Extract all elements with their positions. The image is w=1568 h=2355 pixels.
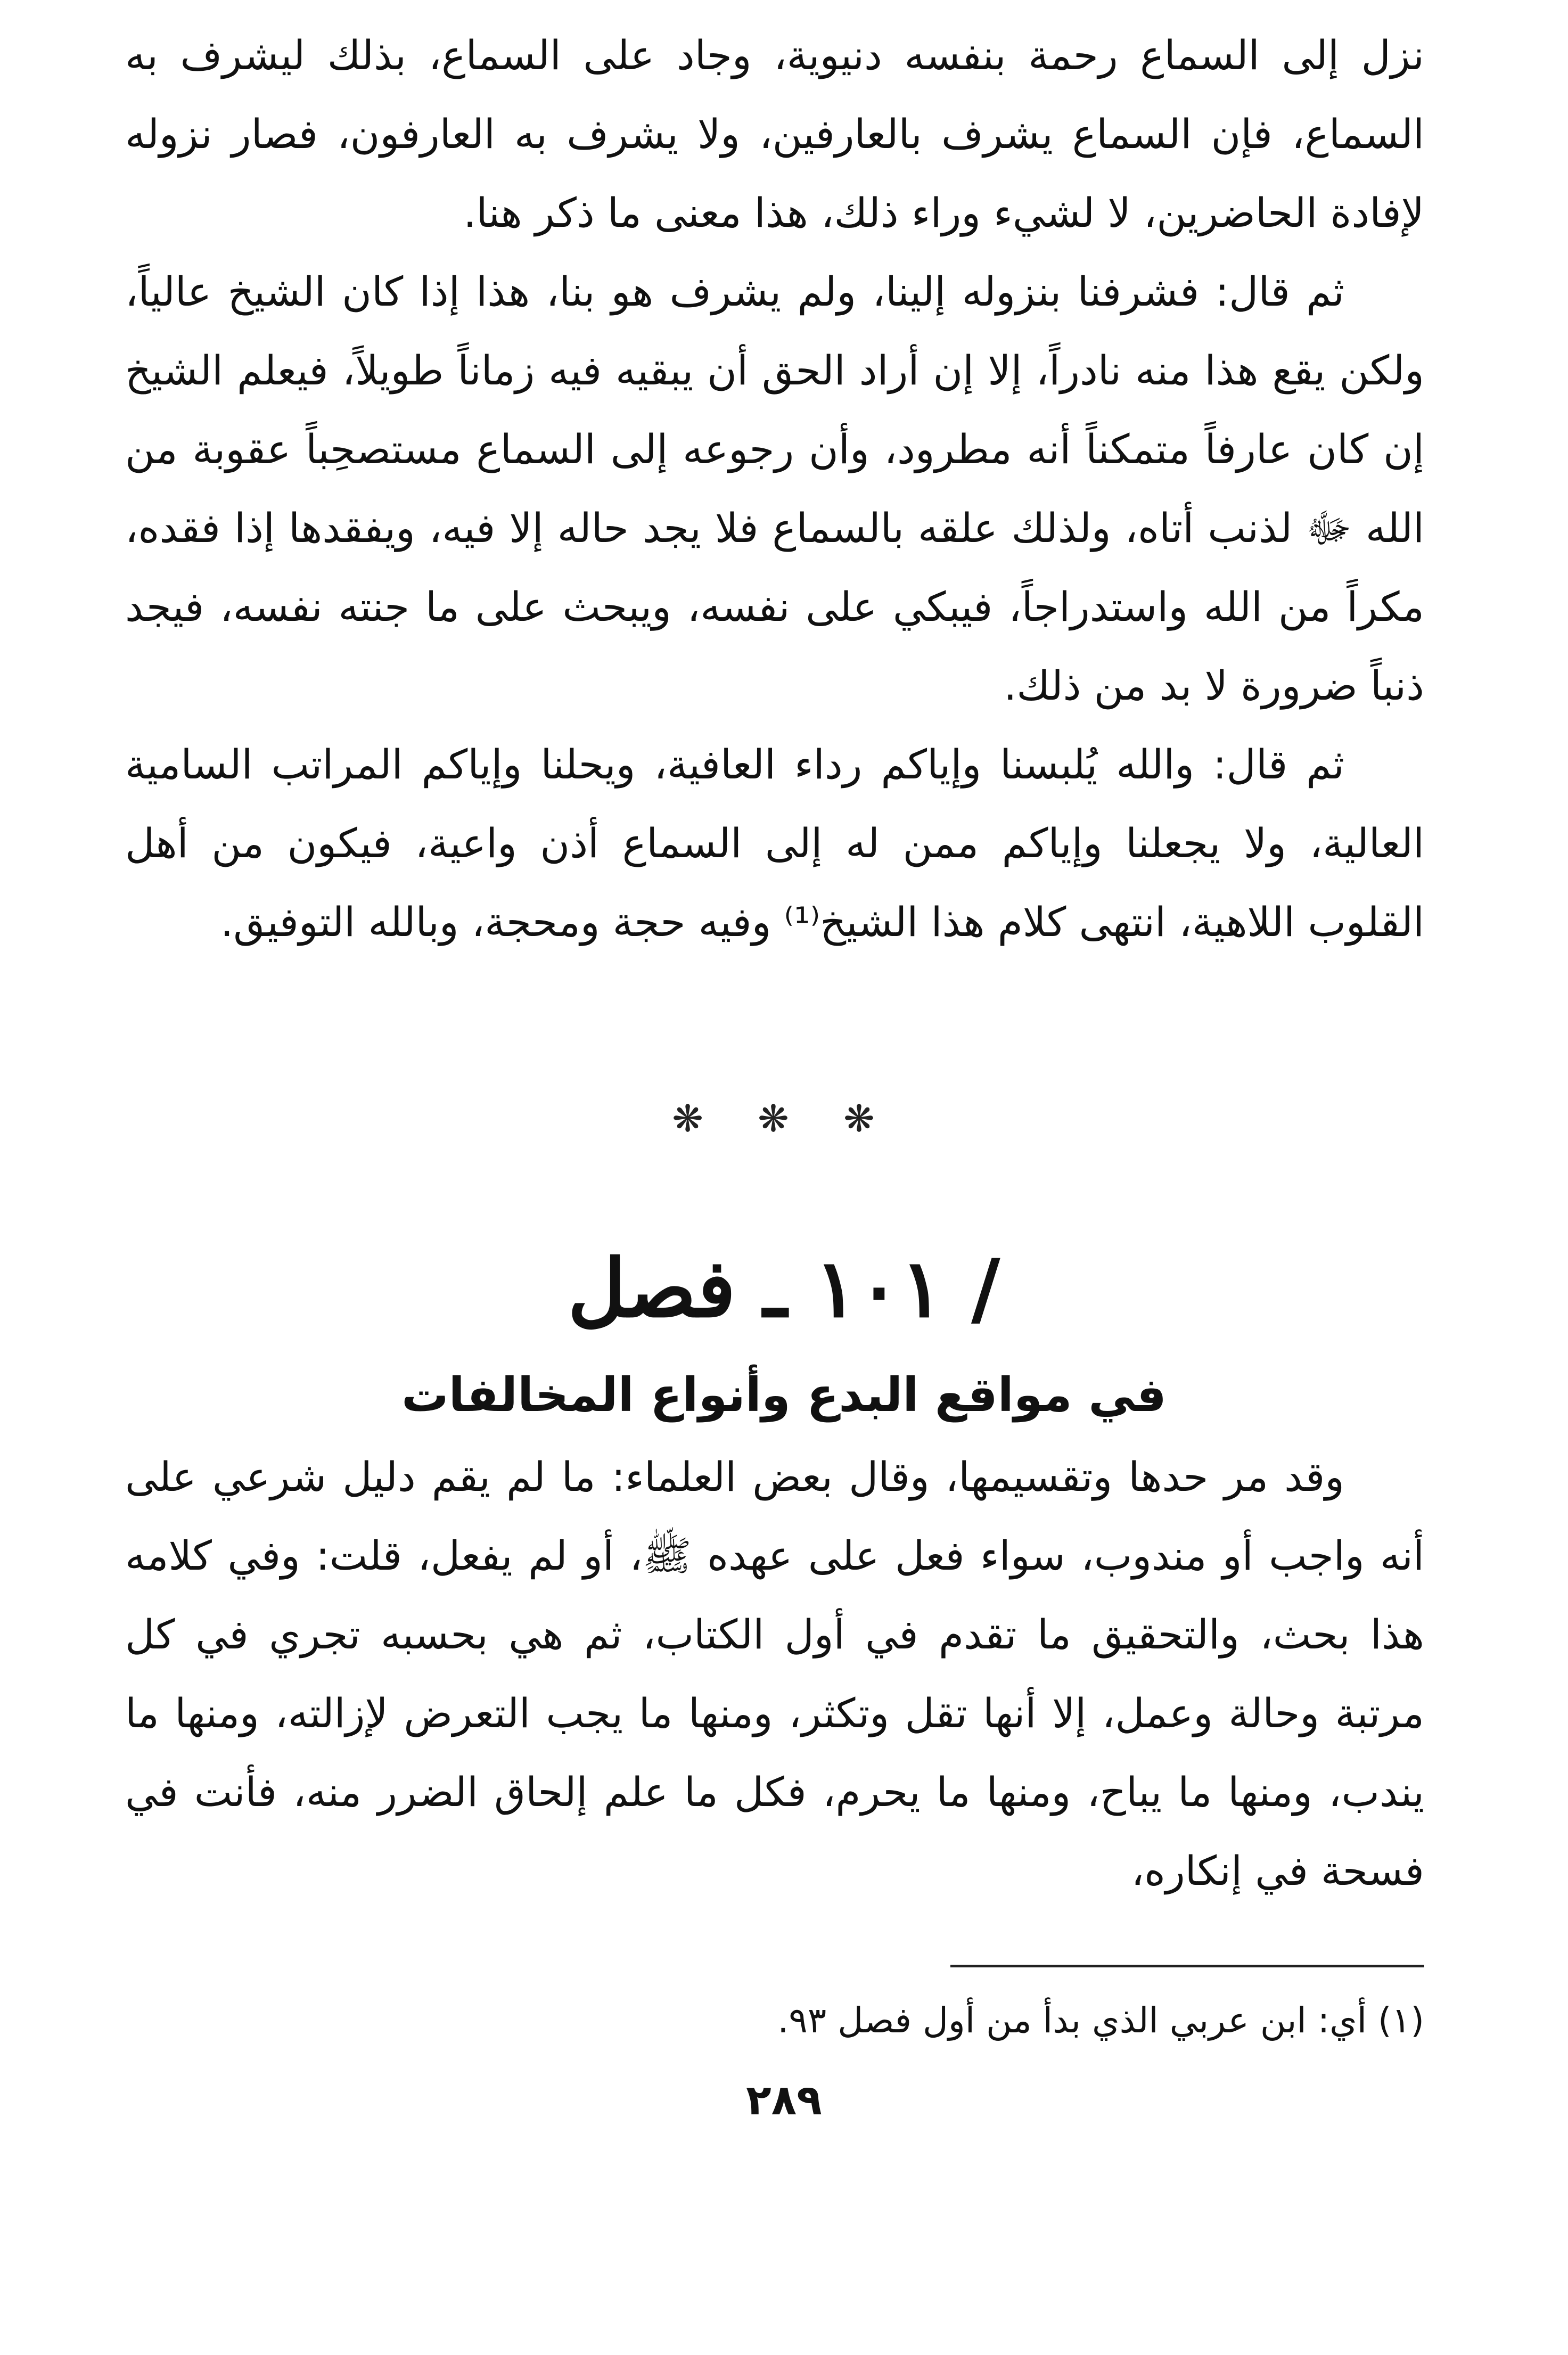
footnote: (١) أي: ابن عربي الذي بدأ من أول فصل ٩٣. <box>777 2000 1424 2041</box>
section-heading: / ١٠١ ـ فصل <box>568 1242 1000 1335</box>
footnote-divider <box>950 1965 1424 1967</box>
top-text-block <box>125 16 1424 962</box>
section-subheading: في مواقع البدع وأنواع المخالفات <box>401 1367 1167 1422</box>
ornament-separator: ❋ ❋ ❋ <box>672 1097 896 1140</box>
paragraph-2: ثم قال: فشرفنا بنزوله إلينا، ولم يشرف هو بنا، هذا إذا كان الشيخ عالياً، ولكن يقع هذا منه نادراً، إلا إن أراد الحق أن يبقيه فيه زماناً طويلاً، فيعلم الشيخ إن كان عارفاً متمكناً أنه مطرود، وأن رجوعه إلى السماع مستصحِباً عقوبة من الله ﷻ لذنب أتاه، ولذلك علقه بالسماع فلا يجد حاله إلا فيه، ويفقدها إذا فقده، مكراً من الله واستدراجاً، فيبكي على نفسه، ويبحث على ما جنته نفسه، فيجد ذنباً ضرورة لا بد من ذلك. <box>125 268 1424 709</box>
page-number: ٢٨٩ <box>746 2077 822 2124</box>
bottom-text-block <box>125 1438 1424 1910</box>
paragraph-3: ثم قال: والله يُلبسنا وإياكم رداء العافية، ويحلنا وإياكم المراتب السامية العالية، ولا يجعلنا وإياكم ممن له إلى السماع أذن واعية، فيكون من أهل القلوب اللاهية، انتهى كلام هذا الشيخ⁽¹⁾ وفيه حجة ومحجة، وبالله التوفيق. <box>125 741 1424 946</box>
paragraph-4: وقد مر حدها وتقسيمها، وقال بعض العلماء: ما لم يقم دليل شرعي على أنه واجب أو مندوب، سواء فعل على عهده ﷺ، أو لم يفعل، قلت: وفي كلامه هذا بحث، والتحقيق ما تقدم في أول الكتاب، ثم هي بحسبه تجري في كل مرتبة وحالة وعمل، إلا أنها تقل وتكثر، ومنها ما يجب التعرض لإزالته، ومنها ما يندب، ومنها ما يباح، ومنها ما يحرم، فكل ما علم إلحاق الضرر منه، فأنت في فسحة في إنكاره، <box>125 1453 1424 1894</box>
paragraph-1: نزل إلى السماع رحمة بنفسه دنيوية، وجاد على السماع، بذلك ليشرف به السماع، فإن السماع يشرف بالعارفين، ولا يشرف به العارفون، فصار نزوله لإفادة الحاضرين، لا لشيء وراء ذلك، هذا معنى ما ذكر هنا. <box>125 31 1424 236</box>
